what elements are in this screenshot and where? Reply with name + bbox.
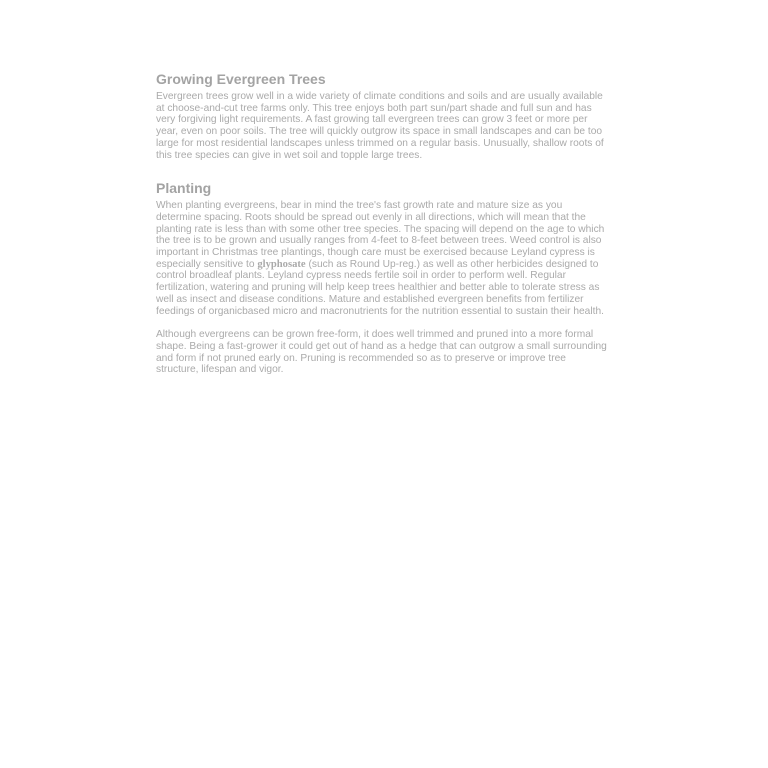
paragraph-planting-spacing — [156, 200, 608, 317]
section-heading-planting: Planting — [156, 180, 212, 197]
section-heading-growing: Growing Evergreen Trees — [156, 71, 326, 87]
paragraph-text-after: (such as Round Up-reg.) as well as other herbicides designed to control broadleaf plants. Leyland cypress needs fertile soil in order to perform well. Regular fertilization, watering and pruning will help keep trees healthier and better able to tolerate stress as well as insect and disease conditions. Mature and established evergreen benefits from fertilizer feedings of organicbased micro and macronutrients for the nutrition essential to sustain their health. — [156, 258, 604, 317]
article-content — [156, 70, 608, 376]
paragraph-growing: Evergreen trees grow well in a wide variety of climate conditions and soils and are usually available at choose-and-cut tree farms only. This tree enjoys both part sun/part shade and full sun and has very forgiving light requirements. A fast growing tall evergreen trees can grow 3 feet or more per year, even on poor soils. The tree will quickly outgrow its space in small landscapes and can be too large for most residential landscapes unless trimmed on a regular basis. Unusually, shallow roots of this tree species can give in wet soil and topple large trees. — [156, 91, 604, 161]
paragraph-text-before: When planting evergreens, bear in mind the tree's fast growth rate and mature size as you determine spacing. Roots should be spread out evenly in all directions, which will mean that the planting rate is less than with some other tree species. The spacing will depend on the age to which the tree is to be grown and usually ranges from 4-feet to 8-feet between trees. Weed control is also important in Christmas tree plantings, though care must be exercised because Leyland cypress is especially sensitive to — [156, 200, 605, 270]
glyphosate-term: glyphosate — [257, 258, 306, 270]
paragraph-planting-pruning: Although evergreens can be grown free-form, it does well trimmed and pruned into a more formal shape. Being a fast-grower it could get out of hand as a hedge that can outgrow a small surrounding and form if not pruned early on. Pruning is recommended so as to preserve or improve tree structure, lifespan and vigor. — [156, 329, 607, 376]
